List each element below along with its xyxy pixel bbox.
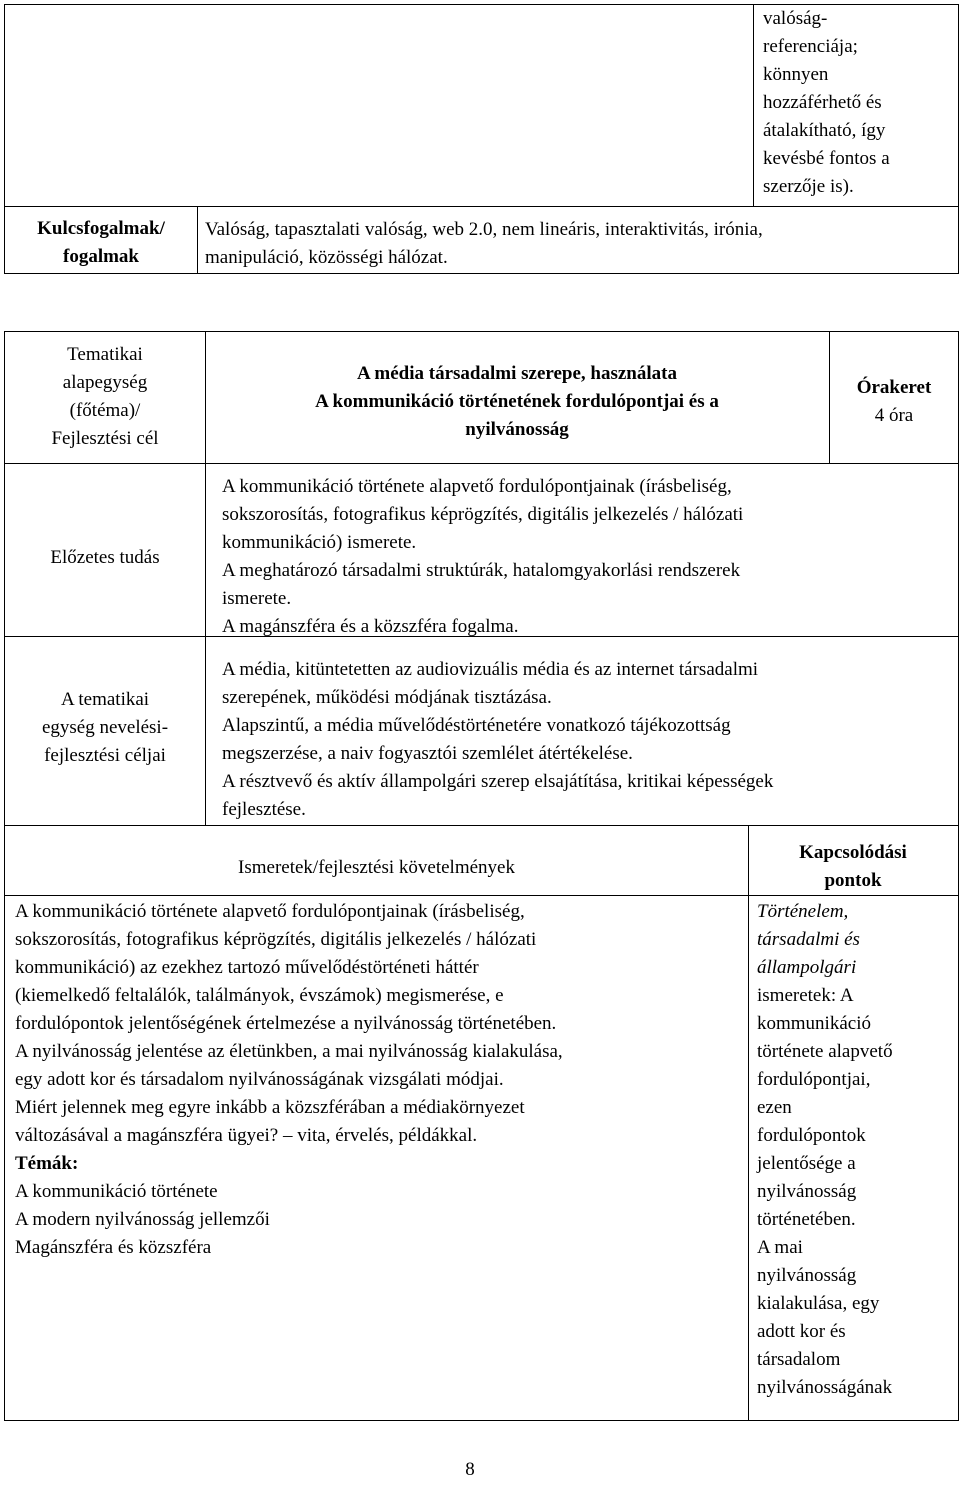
kulcsfogalmak-label: Kulcsfogalmak/: [37, 218, 165, 239]
text-line: A mai: [757, 1237, 803, 1258]
orakeret-label: Órakeret: [856, 377, 932, 398]
text-line: jelentősége a: [757, 1153, 856, 1174]
main-table: [4, 331, 959, 1421]
text-line: nyilvánosságának: [757, 1377, 893, 1398]
tematikai-label-cell: [5, 341, 205, 453]
row-divider: [5, 463, 958, 464]
text-line: valóság-: [763, 8, 828, 29]
ismeretek-header: Ismeretek/fejlesztési követelmények: [238, 857, 515, 878]
topic-item: A modern nyilvánosság jellemzői: [15, 1209, 270, 1230]
text-line: fejlesztése.: [222, 799, 306, 820]
kapcsolodasi-divider: [748, 825, 749, 1421]
text-line: A média, kitüntetetten az audiovizuális média és az internet társadalmi: [222, 659, 759, 680]
text-line: kialakulása, egy: [757, 1293, 880, 1314]
text-line: társadalom: [757, 1349, 841, 1370]
orakeret-cell: [829, 374, 959, 430]
text-line: nyilvánosság: [757, 1265, 857, 1286]
unit-title: A média társadalmi szerepe, használata: [357, 363, 677, 384]
page-number: [440, 1456, 500, 1484]
top-table-divider: [753, 5, 754, 207]
unit-title: nyilvánosság: [465, 419, 569, 440]
text-line: Alapszintű, a média művelődéstörténetére vonatkozó tájékozottság: [222, 715, 731, 736]
celjai-label: fejlesztési céljai: [44, 745, 166, 766]
celjai-label: egység nevelési-: [41, 717, 169, 738]
text-line: kommunikáció) az ezekhez tartozó művelődéstörténeti háttér: [15, 957, 479, 978]
orakeret-value: 4 óra: [874, 405, 914, 426]
tematikai-label: (főtéma)/: [69, 400, 141, 421]
temak-label: Témák:: [15, 1153, 79, 1174]
elozetes-label-cell: [5, 544, 205, 572]
text-line: hozzáférhető és: [763, 92, 882, 113]
row-divider: [5, 895, 958, 896]
top-right-cell: [763, 5, 953, 201]
text-line: változásával a magánszféra ügyei? – vita, érvelés, példákkal.: [15, 1125, 478, 1146]
text-line: kommunikáció) ismerete.: [222, 532, 417, 553]
text-line: ismeretek: A: [757, 985, 854, 1006]
text-line: sokszorosítás, fotografikus képrögzítés, digitális jelkezelés / hálózati: [15, 929, 537, 950]
celjai-label: A tematikai: [60, 689, 150, 710]
text-line: A kommunikáció története alapvető fordulópontjainak (írásbeliség,: [15, 901, 525, 922]
text-line: megszerzése, a naiv fogyasztói szemlélet átértékelése.: [222, 743, 633, 764]
kulcsfogalmak-row: [4, 206, 959, 274]
text-line: referenciája;: [763, 36, 858, 57]
text-line: társadalmi és: [757, 929, 860, 950]
text-line: manipuláció, közösségi hálózat.: [205, 247, 448, 268]
page-number-text: 8: [465, 1459, 475, 1480]
text-line: egy adott kor és társadalom nyilvánosságának vizsgálati módjai.: [15, 1069, 504, 1090]
unit-title-cell: [205, 360, 829, 444]
kapcsolodasi-content-cell: [757, 898, 957, 1402]
celjai-content-cell: [222, 656, 952, 824]
ismeretek-content-cell: [15, 898, 745, 1262]
text-line: sokszorosítás, fotografikus képrögzítés, digitális jelkezelés / hálózati: [222, 504, 744, 525]
kapcsolodasi-header: Kapcsolódási: [799, 842, 907, 863]
text-line: története alapvető: [757, 1041, 893, 1062]
text-line: kommunikáció: [757, 1013, 871, 1034]
text-line: ezen: [757, 1097, 792, 1118]
elozetes-label: Előzetes tudás: [50, 547, 160, 568]
text-line: könnyen: [763, 64, 829, 85]
text-line: Miért jelennek meg egyre inkább a közszférában a médiakörnyezet: [15, 1097, 525, 1118]
topic-item: Magánszféra és közszféra: [15, 1237, 212, 1258]
kapcsolodasi-header-cell: [748, 839, 958, 895]
text-line: állampolgári: [757, 957, 857, 978]
ismeretek-header-cell: [5, 854, 748, 882]
elozetes-content-cell: [222, 473, 952, 641]
text-line: Történelem,: [757, 901, 849, 922]
celjai-label-cell: [5, 686, 205, 770]
text-line: A magánszféra és a közszféra fogalma.: [222, 616, 519, 637]
text-line: adott kor és: [757, 1321, 846, 1342]
kulcsfogalmak-label-cell: [5, 207, 198, 273]
text-line: (kiemelkedő feltalálók, találmányok, évszámok) megismerése, e: [15, 985, 504, 1006]
kulcsfogalmak-label: fogalmak: [63, 246, 139, 267]
tematikai-label: Tematikai: [67, 344, 143, 365]
text-line: fordulópontok jelentőségének értelmezése a nyilvánosság történetében.: [15, 1013, 557, 1034]
text-line: nyilvánosság: [757, 1181, 857, 1202]
text-line: fordulópontok: [757, 1125, 866, 1146]
text-line: fordulópontjai,: [757, 1069, 871, 1090]
text-line: A meghatározó társadalmi struktúrák, hatalomgyakorlási rendszerek: [222, 560, 741, 581]
kapcsolodasi-header: pontok: [824, 870, 882, 891]
text-line: ismerete.: [222, 588, 292, 609]
text-line: Valóság, tapasztalati valóság, web 2.0, nem lineáris, interaktivitás, irónia,: [205, 219, 763, 240]
topic-item: A kommunikáció története: [15, 1181, 218, 1202]
text-line: kevésbé fontos a: [763, 148, 890, 169]
kulcsfogalmak-text-cell: [205, 216, 955, 272]
text-line: szerepének, működési módjának tisztázása.: [222, 687, 552, 708]
text-line: szerzője is).: [763, 176, 854, 197]
text-line: A kommunikáció története alapvető fordulópontjainak (írásbeliség,: [222, 476, 732, 497]
row-divider: [5, 825, 958, 826]
unit-title: A kommunikáció történetének fordulópontjai és a: [315, 391, 719, 412]
top-table-row1: [4, 4, 959, 207]
text-line: történetében.: [757, 1209, 856, 1230]
tematikai-label: Fejlesztési cél: [51, 428, 159, 449]
text-line: A résztvevő és aktív állampolgári szerep elsajátítása, kritikai képességek: [222, 771, 774, 792]
tematikai-label: alapegység: [62, 372, 148, 393]
text-line: átalakítható, így: [763, 120, 886, 141]
text-line: A nyilvánosság jelentése az életünkben, a mai nyilvánosság kialakulása,: [15, 1041, 563, 1062]
